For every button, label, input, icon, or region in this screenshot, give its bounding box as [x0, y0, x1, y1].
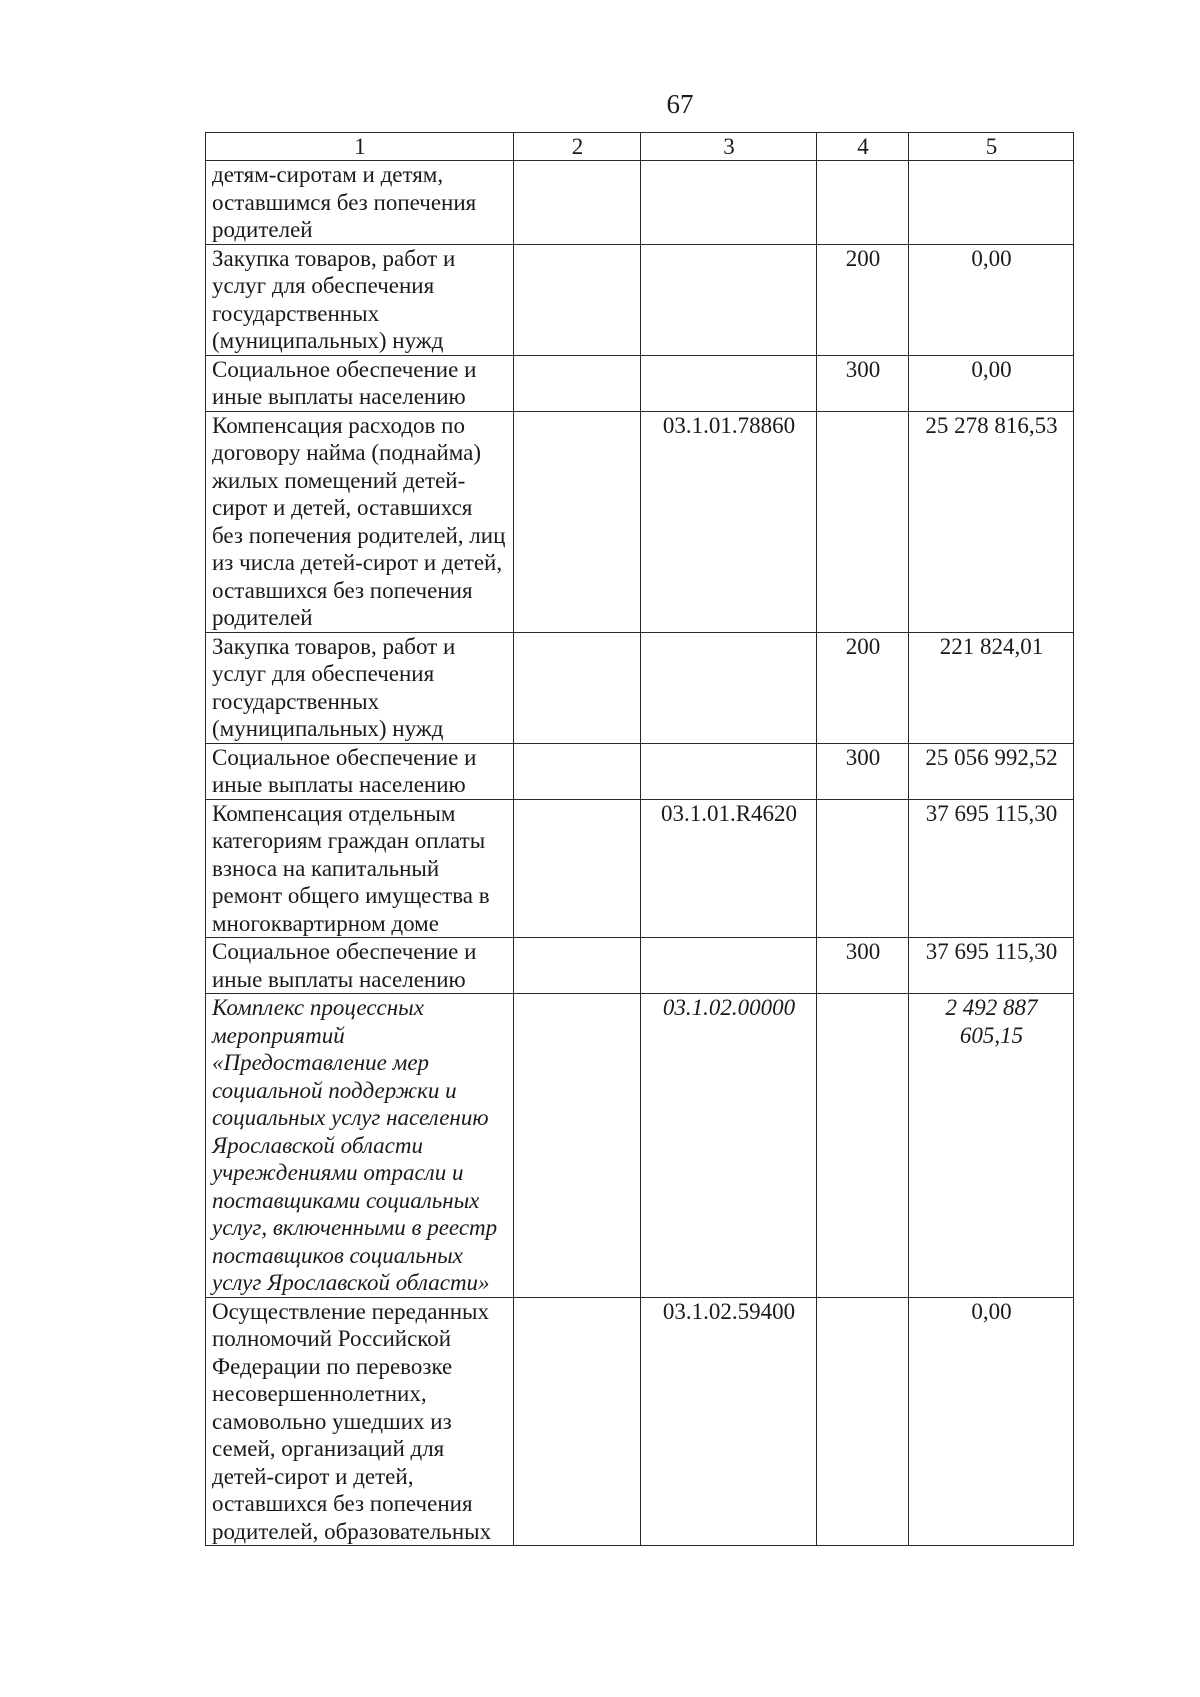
column-header-3: 3	[641, 133, 817, 161]
row-expense-type-cell	[817, 994, 909, 1298]
table-row	[206, 994, 1074, 1298]
row-name-cell: Осуществление переданных полномочий Российской Федерации по перевозке несовершеннолетних, самовольно ушедших из семей, организаций для детей-сирот и детей, оставшихся без попечения родителей, образовательных	[206, 1297, 514, 1546]
row-expense-type-cell	[817, 799, 909, 938]
row-expense-type-cell	[817, 411, 909, 632]
row-amount-cell: 25 278 816,53	[909, 411, 1074, 632]
row-col2-cell	[514, 743, 641, 799]
row-amount-cell: 25 056 992,52	[909, 743, 1074, 799]
row-code-cell	[641, 161, 817, 245]
row-expense-type-cell	[817, 1297, 909, 1546]
row-col2-cell	[514, 355, 641, 411]
row-col2-cell	[514, 161, 641, 245]
row-name-cell: Социальное обеспечение и иные выплаты населению	[206, 938, 514, 994]
row-code-cell: 03.1.02.59400	[641, 1297, 817, 1546]
row-code-cell	[641, 355, 817, 411]
table-body	[206, 161, 1074, 1546]
budget-table	[205, 132, 1074, 1546]
row-code-cell: 03.1.01.78860	[641, 411, 817, 632]
row-expense-type-cell: 300	[817, 938, 909, 994]
table-row	[206, 1297, 1074, 1546]
row-code-cell	[641, 743, 817, 799]
header-row	[206, 133, 1074, 161]
table-header	[206, 133, 1074, 161]
row-expense-type-cell	[817, 161, 909, 245]
column-header-1: 1	[206, 133, 514, 161]
row-code-cell: 03.1.02.00000	[641, 994, 817, 1298]
column-header-2: 2	[514, 133, 641, 161]
row-expense-type-cell: 300	[817, 743, 909, 799]
table-row	[206, 244, 1074, 355]
row-code-cell	[641, 632, 817, 743]
row-amount-cell: 0,00	[909, 1297, 1074, 1546]
table-row	[206, 411, 1074, 632]
row-code-cell	[641, 244, 817, 355]
row-name-cell: Закупка товаров, работ и услуг для обеспечения государственных (муниципальных) нужд	[206, 632, 514, 743]
row-col2-cell	[514, 632, 641, 743]
row-amount-cell: 221 824,01	[909, 632, 1074, 743]
row-col2-cell	[514, 411, 641, 632]
row-amount-cell: 0,00	[909, 355, 1074, 411]
column-header-5: 5	[909, 133, 1074, 161]
row-name-cell: Компенсация отдельным категориям граждан оплаты взноса на капитальный ремонт общего имущества в многоквартирном доме	[206, 799, 514, 938]
row-col2-cell	[514, 244, 641, 355]
row-name-cell: Социальное обеспечение и иные выплаты населению	[206, 743, 514, 799]
page-number: 67	[666, 89, 694, 119]
row-expense-type-cell: 300	[817, 355, 909, 411]
row-expense-type-cell: 200	[817, 632, 909, 743]
row-name-cell: Закупка товаров, работ и услуг для обеспечения государственных (муниципальных) нужд	[206, 244, 514, 355]
row-name-cell: Компенсация расходов по договору найма (поднайма) жилых помещений детей-сирот и детей, оставшихся без попечения родителей, лиц из числа детей-сирот и детей, оставшихся без попечения родителей	[206, 411, 514, 632]
table-row	[206, 632, 1074, 743]
table-row	[206, 743, 1074, 799]
row-amount-cell: 2 492 887 605,15	[909, 994, 1074, 1298]
table-row	[206, 938, 1074, 994]
row-name-cell: Комплекс процессных мероприятий «Предоставление мер социальной поддержки и социальных услуг населению Ярославской области учреждениями отрасли и поставщиками социальных услуг, включенными в реестр поставщиков социальных услуг Ярославской области»	[206, 994, 514, 1298]
column-header-4: 4	[817, 133, 909, 161]
row-amount-cell: 0,00	[909, 244, 1074, 355]
row-name-cell: детям-сиротам и детям, оставшимся без попечения родителей	[206, 161, 514, 245]
row-col2-cell	[514, 1297, 641, 1546]
row-code-cell: 03.1.01.R4620	[641, 799, 817, 938]
row-col2-cell	[514, 938, 641, 994]
table-row	[206, 355, 1074, 411]
row-expense-type-cell: 200	[817, 244, 909, 355]
row-name-cell: Социальное обеспечение и иные выплаты населению	[206, 355, 514, 411]
row-amount-cell: 37 695 115,30	[909, 938, 1074, 994]
table-row	[206, 161, 1074, 245]
row-amount-cell: 37 695 115,30	[909, 799, 1074, 938]
table-row	[206, 799, 1074, 938]
row-amount-cell	[909, 161, 1074, 245]
row-col2-cell	[514, 994, 641, 1298]
row-code-cell	[641, 938, 817, 994]
row-col2-cell	[514, 799, 641, 938]
